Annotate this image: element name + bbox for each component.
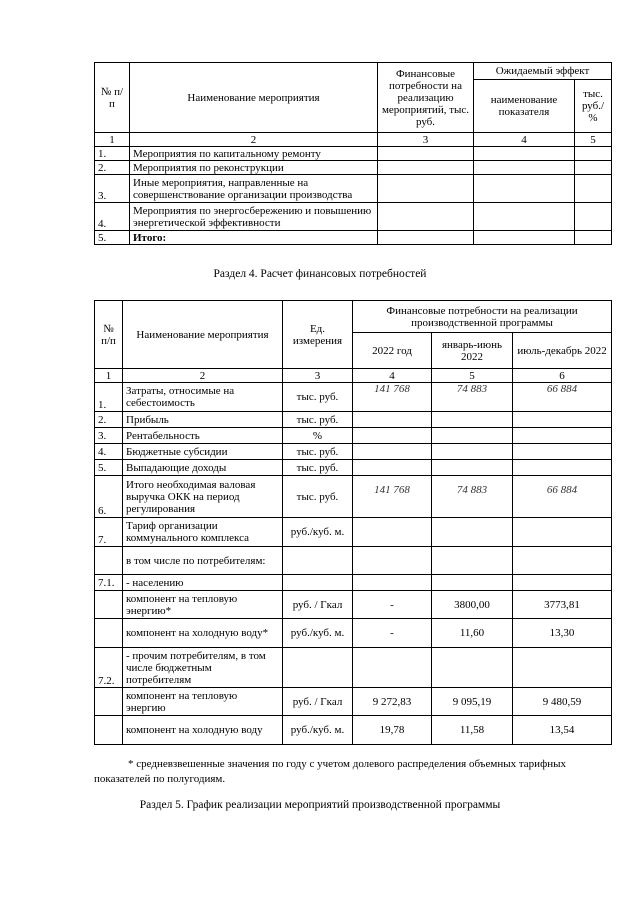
colnum: 6	[513, 369, 612, 383]
row-year	[353, 444, 432, 460]
colnum: 1	[95, 133, 130, 147]
row-num	[95, 688, 123, 716]
row-year: -	[353, 591, 432, 619]
row-h2: 13,30	[513, 619, 612, 648]
row-name: Затраты, относимые на себестоимость	[123, 383, 283, 412]
footnote: * средневзвешенные значения по году с учетом долевого распределения объемных тарифных показателей по полугодиям.	[94, 758, 566, 785]
row-num	[95, 591, 123, 619]
row-name: Мероприятия по энергосбережению и повышению энергетической эффективности	[130, 203, 378, 231]
row-year	[353, 428, 432, 444]
row-num: 3.	[95, 175, 130, 203]
hdr-num: № п/п	[95, 301, 123, 369]
colnum: 5	[575, 133, 612, 147]
hdr-unit: тыс. руб./ %	[575, 80, 612, 133]
colnum: 1	[95, 369, 123, 383]
row-unit: руб./куб. м.	[283, 518, 353, 547]
row-num: 6.	[95, 476, 123, 518]
table-row	[95, 428, 612, 444]
row-h2: 66 884	[513, 383, 612, 412]
table-row	[95, 161, 612, 175]
row-name: Рентабельность	[123, 428, 283, 444]
row-h2	[513, 575, 612, 591]
row-unit: руб./куб. м.	[283, 716, 353, 745]
row-year: 141 768	[353, 383, 432, 412]
row-unit: тыс. руб.	[283, 476, 353, 518]
colnum: 3	[283, 369, 353, 383]
row-name: компонент на холодную воду	[123, 716, 283, 745]
table-row	[95, 619, 612, 648]
row-h1	[432, 648, 513, 688]
row-h2	[513, 444, 612, 460]
hdr-year: 2022 год	[353, 333, 432, 369]
table-row	[95, 175, 612, 203]
row-num: 4.	[95, 444, 123, 460]
row-unit: тыс. руб.	[283, 460, 353, 476]
row-year	[353, 460, 432, 476]
row-name: в том числе по потребителям:	[123, 547, 283, 575]
row-name-total: Итого:	[130, 231, 378, 245]
row-unit: тыс. руб.	[283, 412, 353, 428]
row-num: 5.	[95, 231, 130, 245]
row-h1	[432, 444, 513, 460]
row-h1: 11,58	[432, 716, 513, 745]
row-h1	[432, 412, 513, 428]
row-h1	[432, 575, 513, 591]
row-h2: 3773,81	[513, 591, 612, 619]
row-year	[353, 648, 432, 688]
row-name: Выпадающие доходы	[123, 460, 283, 476]
row-year	[353, 412, 432, 428]
row-name: Иные мероприятия, направленные на совершенствование организации производства	[130, 175, 378, 203]
row-h2	[513, 460, 612, 476]
row-name: компонент на тепловую энергию	[123, 688, 283, 716]
row-h1	[432, 428, 513, 444]
row-num: 4.	[95, 203, 130, 231]
row-h2: 66 884	[513, 476, 612, 518]
colnum: 4	[353, 369, 432, 383]
row-num: 7.	[95, 518, 123, 547]
row-name: Итого необходимая валовая выручка ОКК на период регулирования	[123, 476, 283, 518]
hdr-effect: Ожидаемый эффект	[474, 63, 612, 80]
colnum: 5	[432, 369, 513, 383]
table-row	[95, 444, 612, 460]
row-num	[95, 619, 123, 648]
row-name: компонент на тепловую энергию*	[123, 591, 283, 619]
row-h2	[513, 518, 612, 547]
table-row	[95, 648, 612, 688]
row-h1	[432, 460, 513, 476]
table-row	[95, 147, 612, 161]
table-row	[95, 688, 612, 716]
row-name: - прочим потребителям, в том числе бюджетным потребителям	[123, 648, 283, 688]
row-unit: тыс. руб.	[283, 383, 353, 412]
row-h1: 74 883	[432, 476, 513, 518]
row-year	[353, 547, 432, 575]
row-num: 5.	[95, 460, 123, 476]
row-year: 19,78	[353, 716, 432, 745]
row-year: 141 768	[353, 476, 432, 518]
row-name: Тариф организации коммунального комплекса	[123, 518, 283, 547]
row-unit	[283, 575, 353, 591]
row-year: 9 272,83	[353, 688, 432, 716]
hdr-name: Наименование мероприятия	[123, 301, 283, 369]
colnum: 3	[378, 133, 474, 147]
row-num: 7.2.	[95, 648, 123, 688]
row-h1: 11,60	[432, 619, 513, 648]
row-h1: 9 095,19	[432, 688, 513, 716]
hdr-indicator: наименование показателя	[474, 80, 575, 133]
row-unit: руб./куб. м.	[283, 619, 353, 648]
table-row	[95, 460, 612, 476]
hdr-num: № п/п	[95, 63, 130, 133]
table-row	[95, 383, 612, 412]
row-h1	[432, 518, 513, 547]
row-h1: 3800,00	[432, 591, 513, 619]
hdr-fin: Финансовые потребности на реализацию мероприятий, тыс. руб.	[378, 63, 474, 133]
row-h1: 74 883	[432, 383, 513, 412]
row-num: 2.	[95, 412, 123, 428]
row-h1	[432, 547, 513, 575]
row-h2: 9 480,59	[513, 688, 612, 716]
table-row	[95, 716, 612, 745]
row-num: 1.	[95, 147, 130, 161]
row-name: Прибыль	[123, 412, 283, 428]
hdr-unit: Ед. измерения	[283, 301, 353, 369]
table-row	[95, 203, 612, 231]
row-h2: 13,54	[513, 716, 612, 745]
row-year	[353, 518, 432, 547]
table-row	[95, 476, 612, 518]
row-num: 7.1.	[95, 575, 123, 591]
row-unit: %	[283, 428, 353, 444]
table-row	[95, 591, 612, 619]
hdr-h2: июль-декабрь 2022	[513, 333, 612, 369]
row-unit	[283, 547, 353, 575]
row-num	[95, 716, 123, 745]
row-name: Мероприятия по реконструкции	[130, 161, 378, 175]
table-row	[95, 575, 612, 591]
colnum: 4	[474, 133, 575, 147]
section4-title: Раздел 4. Расчет финансовых потребностей	[213, 268, 427, 280]
row-h2	[513, 547, 612, 575]
hdr-h1: январь-июнь 2022	[432, 333, 513, 369]
row-unit: руб. / Гкал	[283, 591, 353, 619]
row-unit: руб. / Гкал	[283, 688, 353, 716]
row-name: - населению	[123, 575, 283, 591]
colnum: 2	[123, 369, 283, 383]
hdr-name: Наименование мероприятия	[130, 63, 378, 133]
hdr-fin: Финансовые потребности на реализации производственной программы	[353, 301, 612, 333]
row-unit	[283, 648, 353, 688]
row-name: компонент на холодную воду*	[123, 619, 283, 648]
row-year: -	[353, 619, 432, 648]
row-num: 1.	[95, 383, 123, 412]
table-row	[95, 547, 612, 575]
row-unit: тыс. руб.	[283, 444, 353, 460]
row-year	[353, 575, 432, 591]
row-num	[95, 547, 123, 575]
row-h2	[513, 428, 612, 444]
row-num: 2.	[95, 161, 130, 175]
colnum: 2	[130, 133, 378, 147]
row-h2	[513, 412, 612, 428]
table-row	[95, 518, 612, 547]
financial-needs-table	[94, 300, 612, 745]
section5-title: Раздел 5. График реализации мероприятий производственной программы	[139, 799, 501, 811]
table-row	[95, 231, 612, 245]
row-num: 3.	[95, 428, 123, 444]
row-name: Бюджетные субсидии	[123, 444, 283, 460]
table-row	[95, 412, 612, 428]
row-name: Мероприятия по капитальному ремонту	[130, 147, 378, 161]
row-h2	[513, 648, 612, 688]
expected-effect-table	[94, 62, 612, 245]
